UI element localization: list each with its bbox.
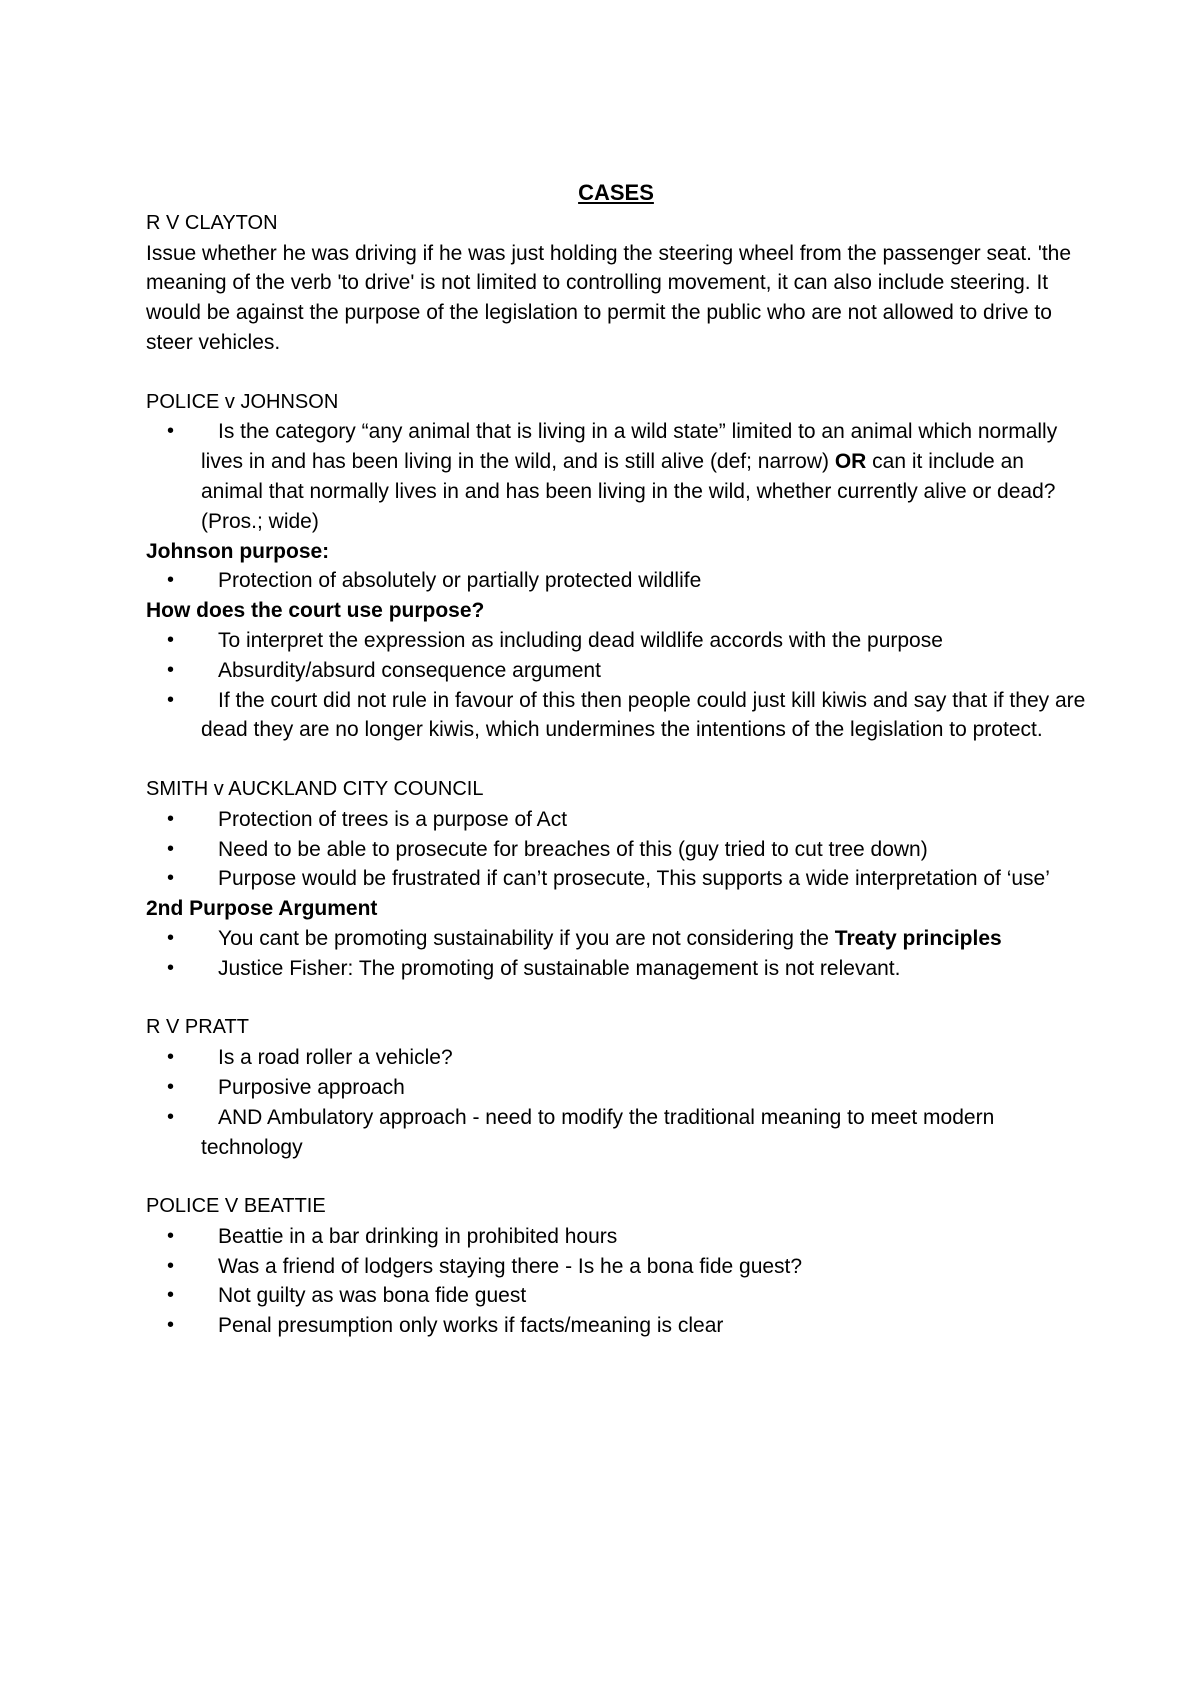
list-item-text: AND Ambulatory approach - need to modify the traditional meaning to meet modern technology	[201, 1105, 995, 1159]
list-item-text: You cant be promoting sustainability if you are not considering the	[218, 926, 835, 950]
sub-heading-johnson-purpose: Johnson purpose:	[146, 539, 330, 563]
list-item	[146, 417, 1086, 536]
list-item	[146, 566, 1086, 596]
list-item-text: Absurdity/absurd consequence argument	[218, 658, 601, 682]
list-item	[146, 1222, 1086, 1252]
case-heading-smith: SMITH v AUCKLAND CITY COUNCIL	[146, 777, 484, 800]
list-item	[146, 805, 1086, 835]
list-item-text: Purpose would be frustrated if can’t prosecute, This supports a wide interpretation of ‘use’	[218, 867, 1050, 891]
bullet-list	[146, 805, 1086, 894]
case-johnson	[146, 388, 1086, 746]
case-heading-pratt: R V PRATT	[146, 1016, 249, 1039]
list-item-text: Is a road roller a vehicle?	[218, 1046, 453, 1070]
bullet-list	[146, 417, 1086, 536]
bullet-icon: •	[167, 807, 175, 830]
bullet-icon: •	[167, 1105, 175, 1128]
case-smith	[146, 775, 1086, 984]
list-item-bold: Treaty principles	[834, 926, 1002, 950]
bullet-icon: •	[167, 926, 175, 949]
case-beattie	[146, 1192, 1086, 1341]
list-item-text: Beattie in a bar drinking in prohibited hours	[218, 1224, 618, 1248]
case-heading-johnson: POLICE v JOHNSON	[146, 390, 339, 413]
list-item	[146, 1073, 1086, 1103]
list-item	[146, 1043, 1086, 1073]
list-item-text: Was a friend of lodgers staying there - Is he a bona fide guest?	[218, 1254, 803, 1278]
bullet-icon: •	[167, 867, 175, 890]
list-item	[146, 954, 1086, 984]
spacer	[146, 984, 1086, 1014]
bullet-list	[146, 566, 1086, 596]
bullet-icon: •	[167, 837, 175, 860]
list-item	[146, 656, 1086, 686]
spacer	[146, 745, 1086, 775]
list-item-text: If the court did not rule in favour of this then people could just kill kiwis and say that if they are dead they are no longer kiwis, which undermines the intentions of the legislation to protect.	[201, 688, 1086, 742]
bullet-icon: •	[167, 1224, 175, 1247]
list-item-text: Penal presumption only works if facts/meaning is clear	[218, 1314, 724, 1338]
bullet-list	[146, 924, 1086, 984]
case-paragraph-clayton: Issue whether he was driving if he was just holding the steering wheel from the passenger seat. 'the meaning of the verb 'to drive' is not limited to controlling movement, it can also include steering. It would be against the purpose of the legislation to permit the public who are not allowed to drive to steer vehicles.	[146, 241, 1072, 354]
list-item-text: Not guilty as was bona fide guest	[218, 1284, 527, 1308]
list-item-text: can it include an animal that normally lives in and has been living in the wild, whether currently alive or dead? (Pros.; wide)	[201, 450, 1056, 533]
bullet-icon: •	[167, 628, 175, 651]
list-item-text: Protection of absolutely or partially protected wildlife	[218, 569, 702, 593]
bullet-icon: •	[167, 1075, 175, 1098]
bullet-icon: •	[167, 569, 175, 592]
list-item-text: Is the category “any animal that is living in a wild state” limited to an animal which normally lives in and has been living in the wild, and is still alive (def; narrow)	[201, 420, 1058, 474]
list-item	[146, 864, 1086, 894]
document-page	[146, 178, 1086, 1341]
list-item	[146, 1311, 1086, 1341]
case-heading-clayton: R V CLAYTON	[146, 211, 278, 234]
list-item-text: Protection of trees is a purpose of Act	[218, 807, 568, 831]
sub-heading-second-purpose: 2nd Purpose Argument	[146, 897, 378, 921]
case-clayton	[146, 209, 1086, 358]
case-heading-beattie: POLICE V BEATTIE	[146, 1195, 326, 1218]
bullet-list	[146, 1222, 1086, 1341]
sub-heading-court-purpose: How does the court use purpose?	[146, 599, 485, 623]
bullet-list	[146, 1043, 1086, 1162]
bullet-icon: •	[167, 1046, 175, 1069]
bullet-icon: •	[167, 1254, 175, 1277]
spacer	[146, 358, 1086, 388]
page-title: CASES	[578, 180, 654, 205]
bullet-icon: •	[167, 658, 175, 681]
list-item-text: Justice Fisher: The promoting of sustainable management is not relevant.	[218, 956, 901, 980]
list-item	[146, 1103, 1086, 1163]
bullet-icon: •	[167, 956, 175, 979]
list-item-text: Need to be able to prosecute for breaches of this (guy tried to cut tree down)	[218, 837, 928, 861]
list-item-text: To interpret the expression as including dead wildlife accords with the purpose	[218, 628, 943, 652]
list-item	[146, 1281, 1086, 1311]
spacer	[146, 1162, 1086, 1192]
bullet-list	[146, 626, 1086, 745]
bullet-icon: •	[167, 1284, 175, 1307]
list-item-bold: OR	[834, 450, 867, 474]
list-item	[146, 626, 1086, 656]
bullet-icon: •	[167, 1314, 175, 1337]
list-item-text: Purposive approach	[218, 1075, 405, 1099]
case-pratt	[146, 1013, 1086, 1162]
bullet-icon: •	[167, 688, 175, 711]
list-item	[146, 1252, 1086, 1282]
list-item	[146, 924, 1086, 954]
list-item	[146, 686, 1086, 746]
bullet-icon: •	[167, 420, 175, 443]
list-item	[146, 835, 1086, 865]
